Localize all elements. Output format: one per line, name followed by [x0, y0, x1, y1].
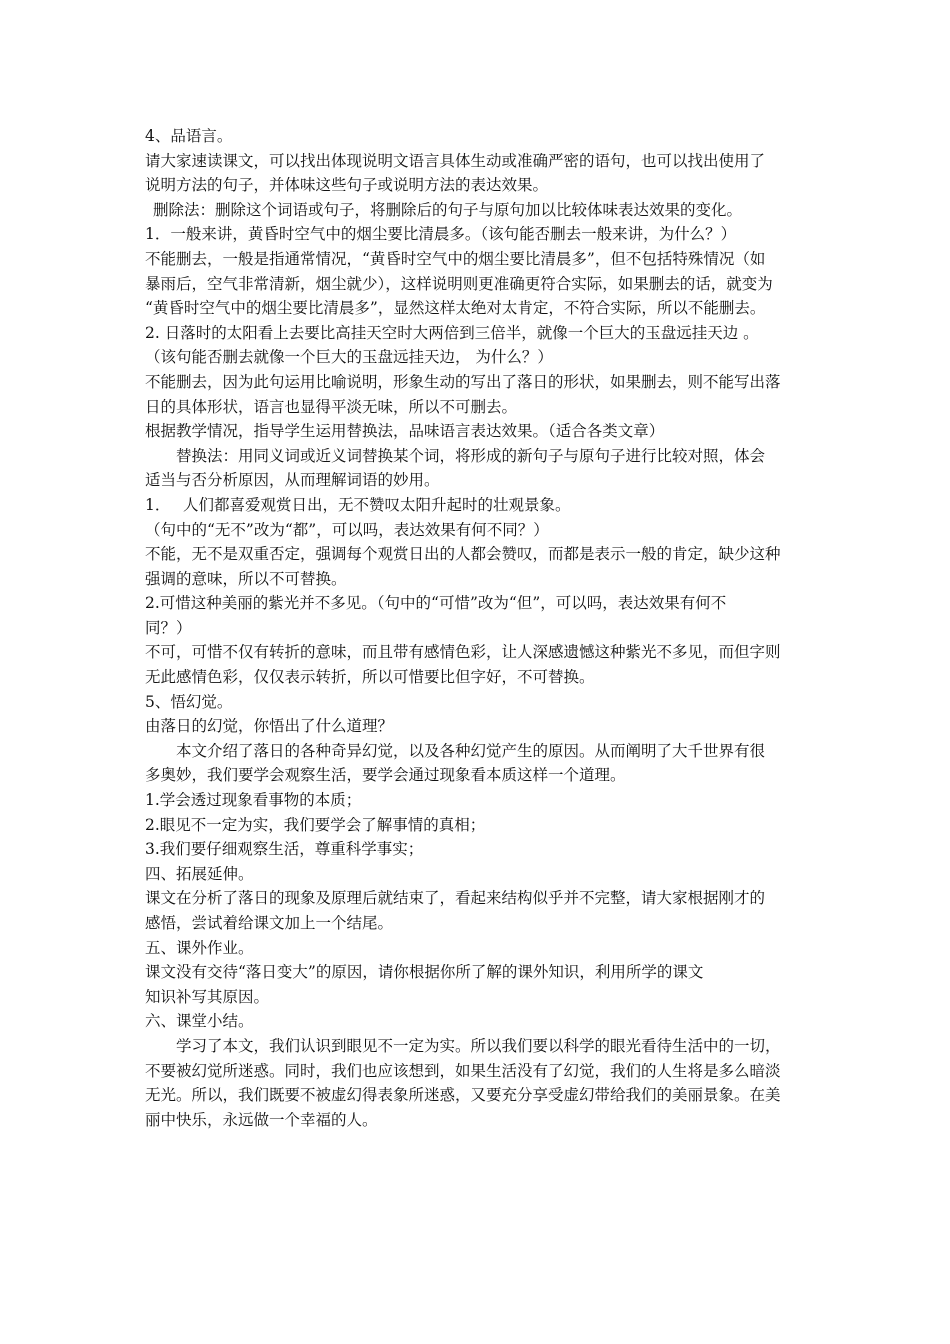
text-line: 不能，无不是双重否定，强调每个观赏日出的人都会赞叹，而都是表示一般的肯定，缺少这种 [145, 545, 781, 564]
text-line: 2.眼见不一定为实，我们要学会了解事情的真相； [145, 815, 486, 834]
text-line: 删除法：删除这个词语或句子，将删除后的句子与原句加以比较体味表达效果的变化。 [153, 200, 743, 219]
text-line: 不能删去，因为此句运用比喻说明，形象生动的写出了落日的形状，如果删去，则不能写出落 [145, 372, 781, 391]
text-line: 不可，可惜不仅有转折的意味，而且带有感情色彩，让人深感遗憾这种紫光不多见，而但字则 [145, 643, 781, 662]
text-line: 多奥妙，我们要学会观察生活，要学会通过现象看本质这样一个道理。 [145, 766, 626, 785]
text-line: “黄昏时空气中的烟尘要比清晨多”，显然这样太绝对太肯定，不符合实际，所以不能删去。 [145, 299, 766, 318]
text-line: 1．一般来讲，黄昏时空气中的烟尘要比清晨多。（该句能否删去一般来讲，为什么？） [145, 225, 737, 244]
text-line: 课文没有交待“落日变大”的原因，请你根据你所了解的课外知识，利用所学的课文 [145, 963, 704, 982]
text-line: 日的具体形状，语言也显得平淡无味，所以不可删去。 [145, 397, 518, 416]
text-line: 无光。所以，我们既要不被虚幻得表象所迷惑，又要充分享受虚幻带给我们的美丽景象。在美 [145, 1086, 781, 1105]
text-line: 暴雨后，空气非常清新，烟尘就少），这样说明则更准确更符合实际，如果删去的话，就变为 [145, 274, 773, 293]
text-line: 强调的意味，所以不可替换。 [145, 569, 347, 588]
text-line: 请大家速读课文，可以找出体现说明文语言具体生动或准确严密的语句，也可以找出使用了 [145, 151, 766, 170]
text-line: 五、课外作业。 [145, 938, 254, 957]
text-line: 适当与否分析原因，从而理解词语的妙用。 [145, 471, 440, 490]
text-line: 替换法：用同义词或近义词替换某个词，将形成的新句子与原句子进行比较对照，体会 [176, 446, 766, 465]
text-line: （句中的“无不”改为“都”，可以吗，表达效果有何不同？） [145, 520, 549, 539]
text-line: 5、悟幻觉。 [145, 692, 233, 711]
text-line: （该句能否删去就像一个巨大的玉盘远挂天边， 为什么？） [145, 348, 553, 367]
text-line: 2.可惜这种美丽的紫光并不多见。（句中的“可惜”改为“但”，可以吗，表达效果有何不 [145, 594, 727, 613]
text-line: 由落日的幻觉，你悟出了什么道理？ [145, 717, 394, 736]
text-line: 同？） [145, 618, 192, 637]
text-line: 不要被幻觉所迷惑。同时，我们也应该想到，如果生活没有了幻觉，我们的人生将是多么暗淡 [145, 1061, 781, 1080]
text-line: 无此感情色彩，仅仅表示转折，所以可惜要比但字好，不可替换。 [145, 668, 595, 687]
text-line: 课文在分析了落日的现象及原理后就结束了，看起来结构似乎并不完整，请大家根据刚才的 [145, 889, 766, 908]
text-line: 本文介绍了落日的各种奇异幻觉，以及各种幻觉产生的原因。从而阐明了大千世界有很 [176, 741, 766, 760]
text-line: 丽中快乐，永远做一个幸福的人。 [145, 1110, 378, 1129]
text-line: 不能删去，一般是指通常情况，“黄昏时空气中的烟尘要比清晨多”，但不包括特殊情况（如 [145, 249, 766, 268]
text-line: 知识补写其原因。 [145, 987, 270, 1006]
text-line: 1． 人们都喜爱观赏日出，无不赞叹太阳升起时的壮观景象。 [145, 495, 571, 514]
text-line: 四、拓展延伸。 [145, 864, 254, 883]
text-line: 根据教学情况，指导学生运用替换法，品味语言表达效果。（适合各类文章） [145, 422, 665, 441]
text-line: 3.我们要仔细观察生活，尊重科学事实； [145, 840, 424, 859]
text-line: 1.学会透过现象看事物的本质； [145, 791, 362, 810]
text-line: 六、课堂小结。 [145, 1012, 254, 1031]
document-body [145, 124, 810, 1132]
text-line: 说明方法的句子，并体味这些句子或说明方法的表达效果。 [145, 176, 549, 195]
text-line: 感悟，尝试着给课文加上一个结尾。 [145, 914, 394, 932]
text-line: 4、品语言。 [145, 127, 233, 145]
text-line: 学习了本文，我们认识到眼见不一定为实。所以我们要以科学的眼光看待生活中的一切， [176, 1036, 781, 1055]
text-line: 2. 日落时的太阳看上去要比高挂天空时大两倍到三倍半，就像一个巨大的玉盘远挂天边 。 [145, 323, 759, 342]
